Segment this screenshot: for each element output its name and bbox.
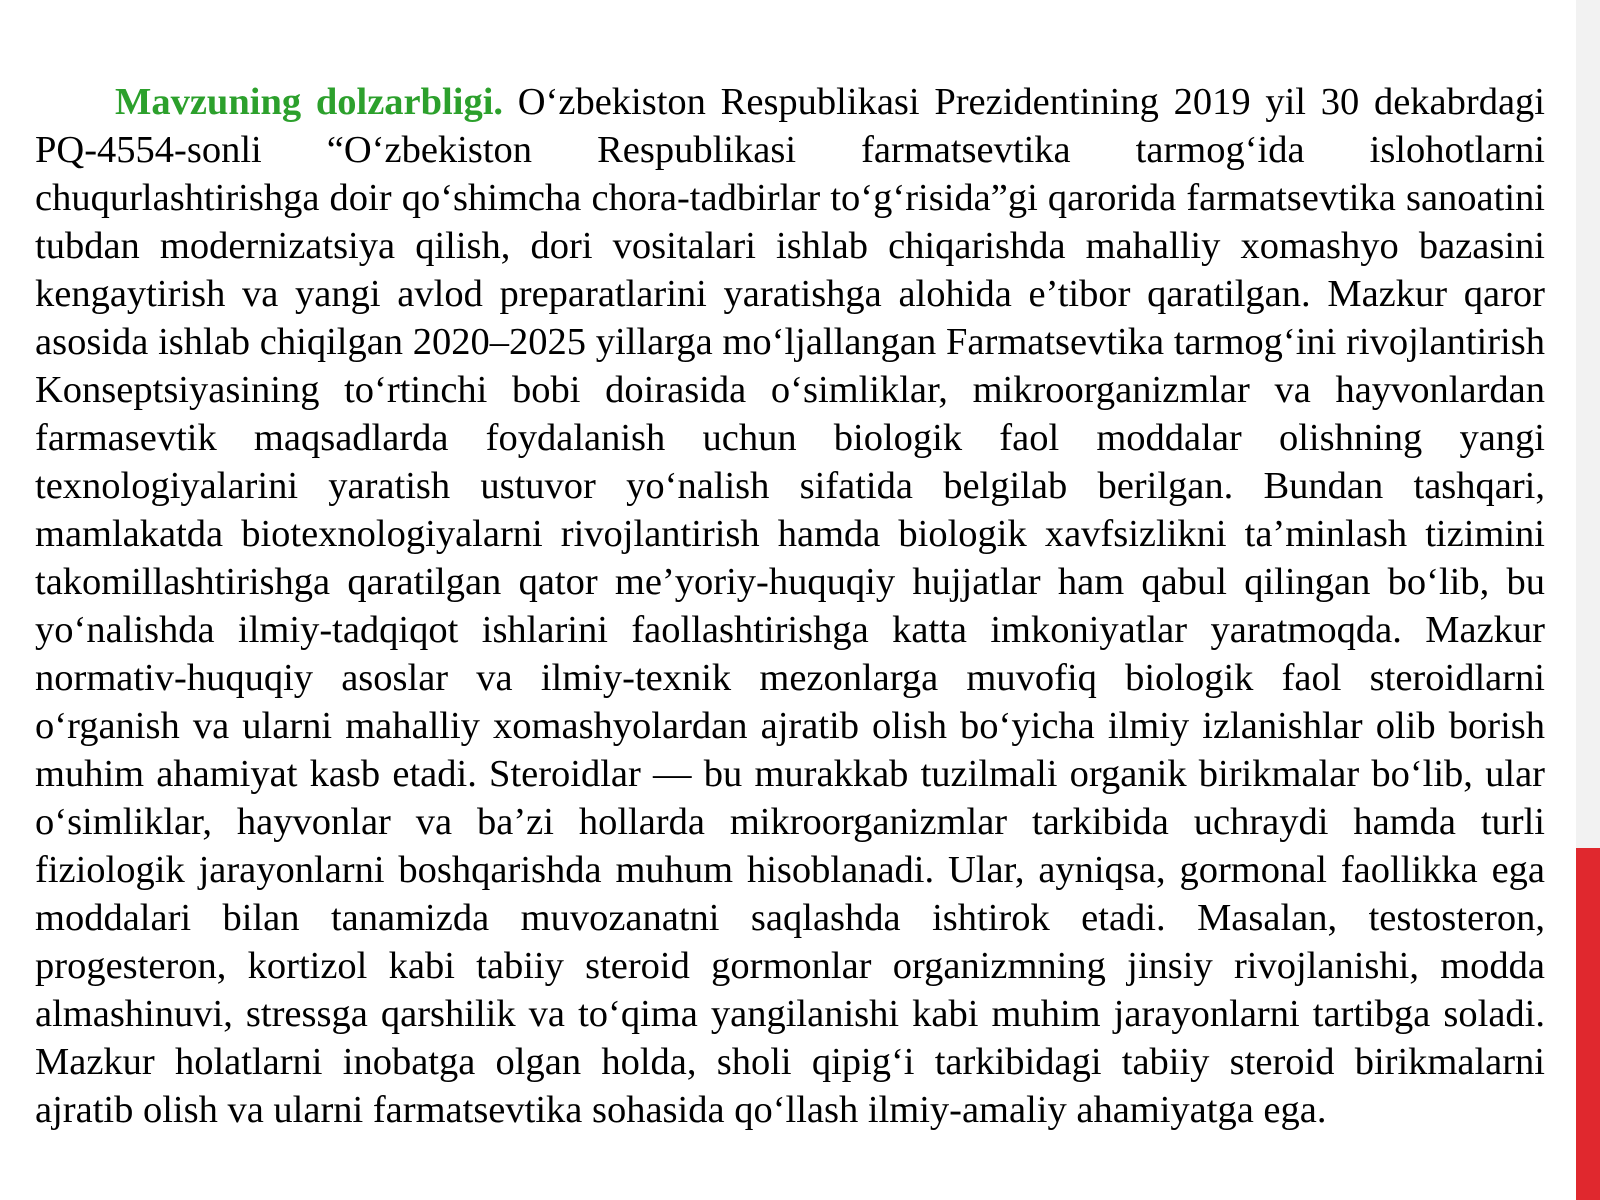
main-paragraph: [35, 78, 1545, 1134]
paragraph-heading: Mavzuning dolzarbligi.: [115, 81, 504, 123]
red-accent-bar: [1576, 848, 1600, 1200]
paragraph-body: O‘zbekiston Respublikasi Prezidentining 2019 yil 30 dekabrdagi PQ-4554-sonli “O‘zbekiston Respublikasi farmatsevtika tarmog‘ida islohotlarni chuqurlashtirishga doir qo‘shimcha chora-tadbirlar to‘g‘risida”gi qarorida farmatsevtika sanoatini tubdan modernizatsiya qilish, dori vositalari ishlab chiqarishda mahalliy xomashyo bazasini kengaytirish va yangi avlod preparatlarini yaratishga alohida e’tibor qaratilgan. Mazkur qaror asosida ishlab chiqilgan 2020–2025 yillarga mo‘ljallangan Farmatsevtika tarmog‘ini rivojlantirish Konseptsiyasining to‘rtinchi bobi doirasida o‘simliklar, mikroorganizmlar va hayvonlardan farmasevtik maqsadlarda foydalanish uchun biologik faol moddalar olishning yangi texnologiyalarini yaratish ustuvor yo‘nalish sifatida belgilab berilgan. Bundan tashqari, mamlakatda biotexnologiyalarni rivojlantirish hamda biologik xavfsizlikni ta’minlash tizimini takomillashtirishga qaratilgan qator me’yoriy-huquqiy hujjatlar ham qabul qilingan bo‘lib, bu yo‘nalishda ilmiy-tadqiqot ishlarini faollashtirishga katta imkoniyatlar yaratmoqda. Mazkur normativ-huquqiy asoslar va ilmiy-texnik mezonlarga muvofiq biologik faol steroidlarni o‘rganish va ularni mahalliy xomashyolardan ajratib olish bo‘yicha ilmiy izlanishlar olib borish muhim ahamiyat kasb etadi. Steroidlar — bu murakkab tuzilmali organik birikmalar bo‘lib, ular o‘simliklar, hayvonlar va ba’zi hollarda mikroorganizmlar tarkibida uchraydi hamda turli fiziologik jarayonlarni boshqarishda muhum hisoblanadi. Ular, ayniqsa, gormonal faollikka ega moddalari bilan tanamizda muvozanatni saqlashda ishtirok etadi. Masalan, testosteron, progesteron, kortizol kabi tabiiy steroid gormonlar organizmning jinsiy rivojlanishi, modda almashinuvi, stressga qarshilik va to‘qima yangilanishi kabi muhim jarayonlarni tartibga soladi. Mazkur holatlarni inobatga olgan holda, sholi qipig‘i tarkibidagi tabiiy steroid birikmalarni ajratib olish va ularni farmatsevtika sohasida qo‘llash ilmiy-amaliy ahamiyatga ega.: [35, 81, 1545, 1131]
